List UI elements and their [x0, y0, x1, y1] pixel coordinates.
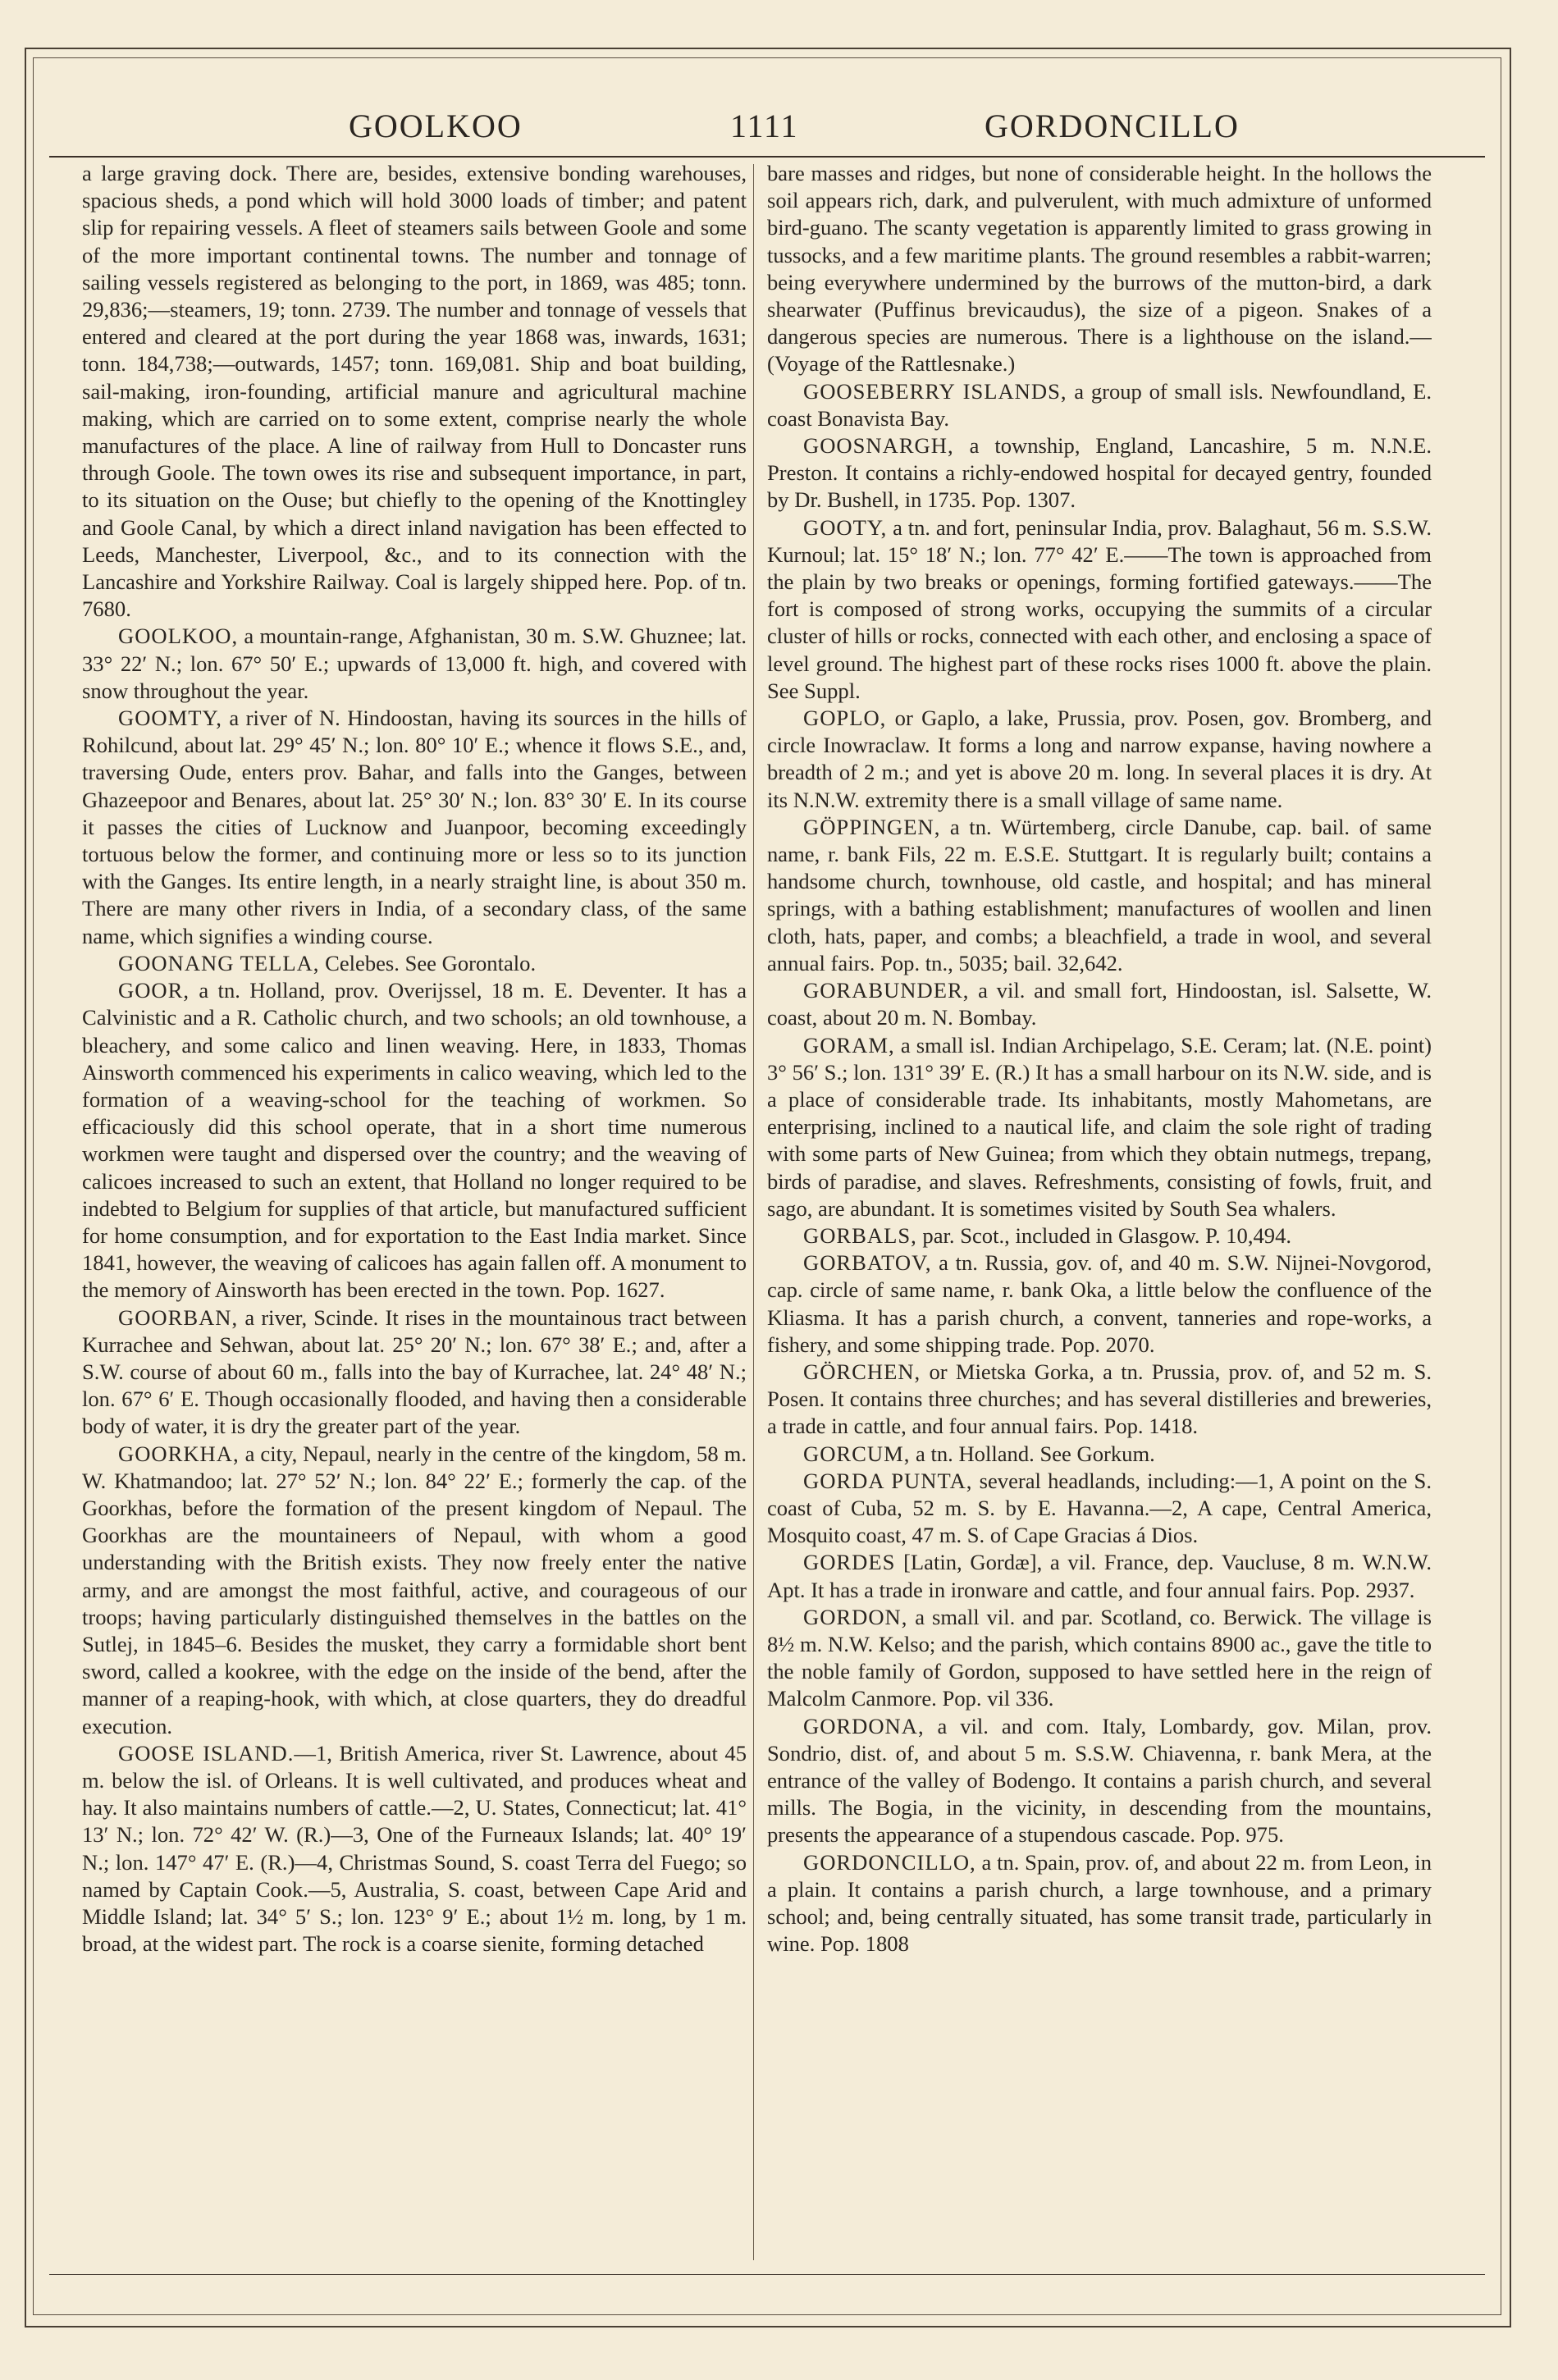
entry-text: several headlands, including:—1, A point on the S. coast of Cuba, 52 m. S. by E. Havanna.—2, A cape, Central America, Mosquito coast, 47 m. S. of Cape Gracias á Dios.	[767, 1468, 1432, 1548]
entry-headword: GOOR,	[118, 978, 190, 1003]
gazetteer-entry	[767, 1604, 1432, 1713]
entry-headword: GÖPPINGEN,	[803, 814, 941, 839]
entry-headword: GORCUM,	[803, 1441, 911, 1466]
gazetteer-entry	[767, 814, 1432, 977]
entry-text: a small vil. and par. Scotland, co. Berwick. The village is 8½ m. N.W. Kelso; and the parish, which contains 8900 ac., gave the title to the noble family of Gordon, supposed to have settled here in the reign of Malcolm Canmore. Pop. vil 336.	[767, 1604, 1432, 1711]
page-number: 1111	[730, 107, 799, 144]
entry-text: a group of small isls. Newfoundland, E. coast Bonavista Bay.	[767, 378, 1432, 431]
entry-headword: GOPLO,	[803, 706, 887, 731]
entry-text: a township, England, Lancashire, 5 m. N.N.E. Preston. It contains a richly-endowed hospital for decayed gentry, founded by Dr. Bushell, in 1735. Pop. 1307.	[767, 433, 1432, 513]
entry-headword: GORBALS,	[803, 1222, 917, 1248]
entry-headword: GORBATOV,	[803, 1250, 932, 1276]
gazetteer-entry	[82, 160, 747, 623]
footer-rule	[49, 2274, 1485, 2275]
gazetteer-entry	[767, 160, 1432, 378]
column-divider	[753, 164, 754, 2260]
header-right-guideword: GORDONCILLO	[985, 107, 1240, 144]
gazetteer-entry	[767, 1032, 1432, 1222]
entry-text: a river of N. Hindoostan, having its sources in the hills of Rohilcund, about lat. 29° 45′ N.; lon. 80° 10′ E.; whence it flows S.E., and, traversing Oude, enters prov. Bahar, and falls into the Ganges, between Ghazeepoor and Benares, about lat. 25° 30′ N.; lon. 83° 30′ E. In its course it passes the cities of Lucknow and Juanpoor, becoming exceedingly tortuous below the former, and continuing more or less so to its junction with the Ganges. Its entire length, in a nearly straight line, is about 350 m. There are many other rivers in India, of a secondary class, of the same name, which signifies a winding course.	[82, 706, 747, 948]
entry-headword: GOOSNARGH,	[803, 433, 954, 459]
entry-headword: GOOTY,	[803, 514, 888, 540]
entry-text: or Gaplo, a lake, Prussia, prov. Posen, gov. Bromberg, and circle Inowraclaw. It forms a long and narrow expanse, having nowhere a breadth of 2 m.; and yet is above 20 m. long. In several places it is dry. At its N.N.W. extremity there is a small village of same name.	[767, 706, 1432, 812]
entry-text: [Latin, Gordæ], a vil. France, dep. Vaucluse, 8 m. W.N.W. Apt. It has a trade in ironware and cattle, and four annual fairs. Pop. 2937.	[767, 1550, 1432, 1602]
gazetteer-entry	[82, 1304, 747, 1441]
gazetteer-entry	[767, 378, 1432, 432]
running-header	[66, 98, 1460, 148]
entry-headword: GORDONCILLO,	[803, 1849, 976, 1875]
gazetteer-entry	[767, 1222, 1432, 1249]
gazetteer-entry	[767, 977, 1432, 1031]
entry-text: a tn. and fort, peninsular India, prov. Balaghaut, 56 m. S.S.W. Kurnoul; lat. 15° 18′ N.; lon. 77° 42′ E.——The town is approached from the plain by two breaks or openings, forming fortified gateways.——The fort is composed of strong works, occupying the summits of a circular cluster of hills or rocks, connected with each other, and enclosing a space of level ground. The highest part of these rocks rises 1000 ft. above the plain. See Suppl.	[767, 514, 1432, 703]
gazetteer-entry	[82, 623, 747, 705]
entry-text: —1, British America, river St. Lawrence, about 45 m. below the isl. of Orleans. It is well cultivated, and produces wheat and hay. It also maintains numbers of cattle.—2, U. States, Connecticut; lat. 41° 13′ N.; lon. 72° 42′ W. (R.)—3, One of the Furneaux Islands; lat. 40° 19′ N.; lon. 147° 47′ E. (R.)—4, Christmas Sound, S. coast Terra del Fuego; so named by Captain Cook.—5, Australia, S. coast, between Cape Arid and Middle Island; lat. 34° 5′ S.; lon. 123° 9′ E.; about 1½ m. long, by 1 m. broad, at the widest part. The rock is a coarse sienite, forming detached	[82, 1740, 747, 1957]
entry-text: a tn. Holland. See Gorkum.	[910, 1441, 1155, 1466]
gazetteer-entry	[767, 1359, 1432, 1441]
gazetteer-entry	[767, 514, 1432, 705]
gazetteer-entry	[767, 705, 1432, 814]
entry-headword: GOOSE ISLAND.	[118, 1740, 295, 1766]
entry-headword: GORDA PUNTA,	[803, 1468, 973, 1493]
gazetteer-entry	[82, 1441, 747, 1740]
right-column	[767, 160, 1432, 2260]
gazetteer-entry	[767, 1713, 1432, 1849]
gazetteer-entry	[82, 1740, 747, 1958]
entry-headword: GOOSEBERRY ISLANDS,	[803, 378, 1067, 404]
entry-headword: GOOLKOO,	[118, 624, 239, 649]
entry-text: a river, Scinde. It rises in the mountainous tract between Kurrachee and Sehwan, about lat. 25° 20′ N.; lon. 67° 38′ E.; and, after a S.W. course of about 60 m., falls into the bay of Kurrachee, lat. 24° 48′ N.; lon. 67° 6′ E. Though occasionally flooded, and having then a considerable body of water, it is dry the greater part of the year.	[82, 1304, 747, 1439]
entry-headword: GOONANG TELLA,	[118, 950, 320, 975]
gazetteer-entry	[82, 977, 747, 1304]
entry-headword: GORDONA,	[803, 1713, 925, 1738]
gazetteer-entry	[767, 1849, 1432, 1958]
entry-text: a small isl. Indian Archipelago, S.E. Ceram; lat. (N.E. point) 3° 56′ S.; lon. 131° 39′ E. (R.) It has a small harbour on its N.W. side, and is a place of considerable trade. Its inhabitants, mostly Mahometans, are enterprising, inclined to a nautical life, and claim the sole right of trading with some parts of New Guinea; from which they obtain nutmegs, trepang, birds of paradise, and slaves. Refreshments, consisting of fowls, fruit, and sago, are abundant. It is sometimes visited by South Sea whalers.	[767, 1032, 1432, 1221]
entry-headword: GOOMTY,	[118, 706, 222, 731]
entry-headword: GORDON,	[803, 1604, 908, 1629]
left-column	[82, 160, 747, 2260]
entry-text: a tn. Russia, gov. of, and 40 m. S.W. Nijnei-Novgorod, cap. circle of same name, r. bank Oka, a little below the confluence of the Kliasma. It has a parish church, a convent, tanneries and rope-works, a fishery, and some shipping trade. Pop. 2070.	[767, 1250, 1432, 1357]
entry-headword: GOORKHA,	[118, 1441, 240, 1466]
entry-text: a vil. and com. Italy, Lombardy, gov. Milan, prov. Sondrio, dist. of, and about 5 m. S.S.W. Chiavenna, r. bank Mera, at the entrance of the valley of Bodengo. It contains a parish church, and several mills. The Bogia, in the vicinity, in descending from the mountains, presents the appearance of a stupendous cascade. Pop. 975.	[767, 1713, 1432, 1848]
entry-headword: GÖRCHEN,	[803, 1359, 921, 1384]
entry-text: a mountain-range, Afghanistan, 30 m. S.W. Ghuznee; lat. 33° 22′ N.; lon. 67° 50′ E.; upwards of 13,000 ft. high, and covered with snow throughout the year.	[82, 624, 747, 703]
gazetteer-entry	[767, 1441, 1432, 1468]
entry-text: a tn. Spain, prov. of, and about 22 m. from Leon, in a plain. It contains a parish church, a large townhouse, and a primary school; and, being centrally situated, has some transit trade, particularly in wine. Pop. 1808	[767, 1849, 1432, 1957]
gazetteer-entry	[767, 1549, 1432, 1603]
entry-text: a tn. Holland, prov. Overijssel, 18 m. E. Deventer. It has a Calvinistic and a R. Catholic church, and two schools; an old townhouse, a bleachery, and some calico and linen weaving. Here, in 1833, Thomas Ainsworth commenced his experiments in calico weaving, which led to the formation of a weaving-school for the teaching of workmen. So efficaciously did this school operate, that in a short time numerous workmen were taught and dispersed over the country; and the weaving of calicoes increased to such an extent, that Holland no longer required to be indebted to Belgium for supplies of that article, but manufactured sufficient for home consumption, and for exportation to the East India market. Since 1841, however, the weaving of calicoes has again fallen off. A monument to the memory of Ainsworth has been erected in the town. Pop. 1627.	[82, 978, 747, 1303]
entry-text: par. Scot., included in Glasgow. P. 10,494.	[916, 1222, 1292, 1248]
entry-text: a large graving dock. There are, besides, extensive bonding warehouses, spacious sheds, a pond which will hold 3000 loads of timber; and patent slip for repairing vessels. A fleet of steamers sails between Goole and some of the more important continental towns. The number and tonnage of sailing vessels registered as belonging to the port, in 1869, was 485; tonn. 29,836;—steamers, 19; tonn. 2739. The number and tonnage of vessels that entered and cleared at the port during the year 1868 was, inwards, 1631; tonn. 184,738;—outwards, 1457; tonn. 169,081. Ship and boat building, sail-making, iron-founding, artificial manure and agricultural machine making, which are carried on to some extent, comprise nearly the whole manufactures of the place. A line of railway from Hull to Doncaster runs through Goole. The town owes its rise and subsequent importance, in part, to its situation on the Ouse; but chiefly to the opening of the Knottingley and Goole Canal, by which a direct inland navigation has been effected to Leeds, Manchester, Liverpool, &c., and to its connection with the Lancashire and Yorkshire Railway. Coal is largely shipped here. Pop. of tn. 7680.	[82, 161, 747, 622]
gazetteer-entry	[82, 705, 747, 950]
entry-text: a vil. and small fort, Hindoostan, isl. Salsette, W. coast, about 20 m. N. Bombay.	[767, 978, 1432, 1030]
entry-headword: GORAM,	[803, 1032, 895, 1058]
gazetteer-entry	[767, 1468, 1432, 1550]
gazetteer-entry	[82, 950, 747, 977]
header-rule	[49, 156, 1485, 158]
entry-headword: GORABUNDER,	[803, 978, 970, 1003]
entry-text: a city, Nepaul, nearly in the centre of the kingdom, 58 m. W. Khatmandoo; lat. 27° 52′ N.; lon. 84° 22′ E.; formerly the cap. of the Goorkhas, before the formation of the present kingdom of Nepaul. The Goorkhas are the mountaineers of Nepaul, with whom a good understanding with the British exists. They now freely enter the native army, and are amongst the most faithful, active, and courageous of our troops; having particularly distinguished themselves in the battles on the Sutlej, in 1845–6. Besides the musket, they carry a formidable short bent sword, called a kookree, with the edge on the inside of the bend, after the manner of a reaping-hook, with which, at close quarters, they do dreadful execution.	[82, 1441, 747, 1738]
entry-text: Celebes. See Gorontalo.	[319, 950, 537, 975]
entry-text: or Mietska Gorka, a tn. Prussia, prov. of, and 52 m. S. Posen. It contains three churches; and has several distilleries and breweries, a trade in cattle, and four annual fairs. Pop. 1418.	[767, 1359, 1432, 1439]
entry-headword: GORDES	[803, 1550, 896, 1575]
entry-text: bare masses and ridges, but none of considerable height. In the hollows the soil appears rich, dark, and pulverulent, with much admixture of unformed bird-guano. The scanty vegetation is apparently limited to grass growing in tussocks, and a few maritime plants. The ground resembles a rabbit-warren; being everywhere undermined by the burrows of the mutton-bird, a dark shearwater (Puffinus brevicaudus), the size of a pigeon. Snakes of a dangerous species are numerous. There is a lighthouse on the island.—(Voyage of the Rattlesnake.)	[767, 161, 1432, 377]
gazetteer-entry	[767, 1249, 1432, 1359]
header-left-guideword: GOOLKOO	[349, 107, 523, 144]
entry-text: a tn. Würtemberg, circle Danube, cap. bail. of same name, r. bank Fils, 22 m. E.S.E. Stuttgart. It is regularly built; contains a handsome church, townhouse, old castle, and hospital; and has mineral springs, with a bathing establishment; manufactures of woollen and linen cloth, hats, paper, and combs; a bleachfield, a trade in wool, and several annual fairs. Pop. tn., 5035; bail. 32,642.	[767, 814, 1432, 975]
entry-headword: GOORBAN,	[118, 1304, 239, 1330]
gazetteer-entry	[767, 432, 1432, 514]
